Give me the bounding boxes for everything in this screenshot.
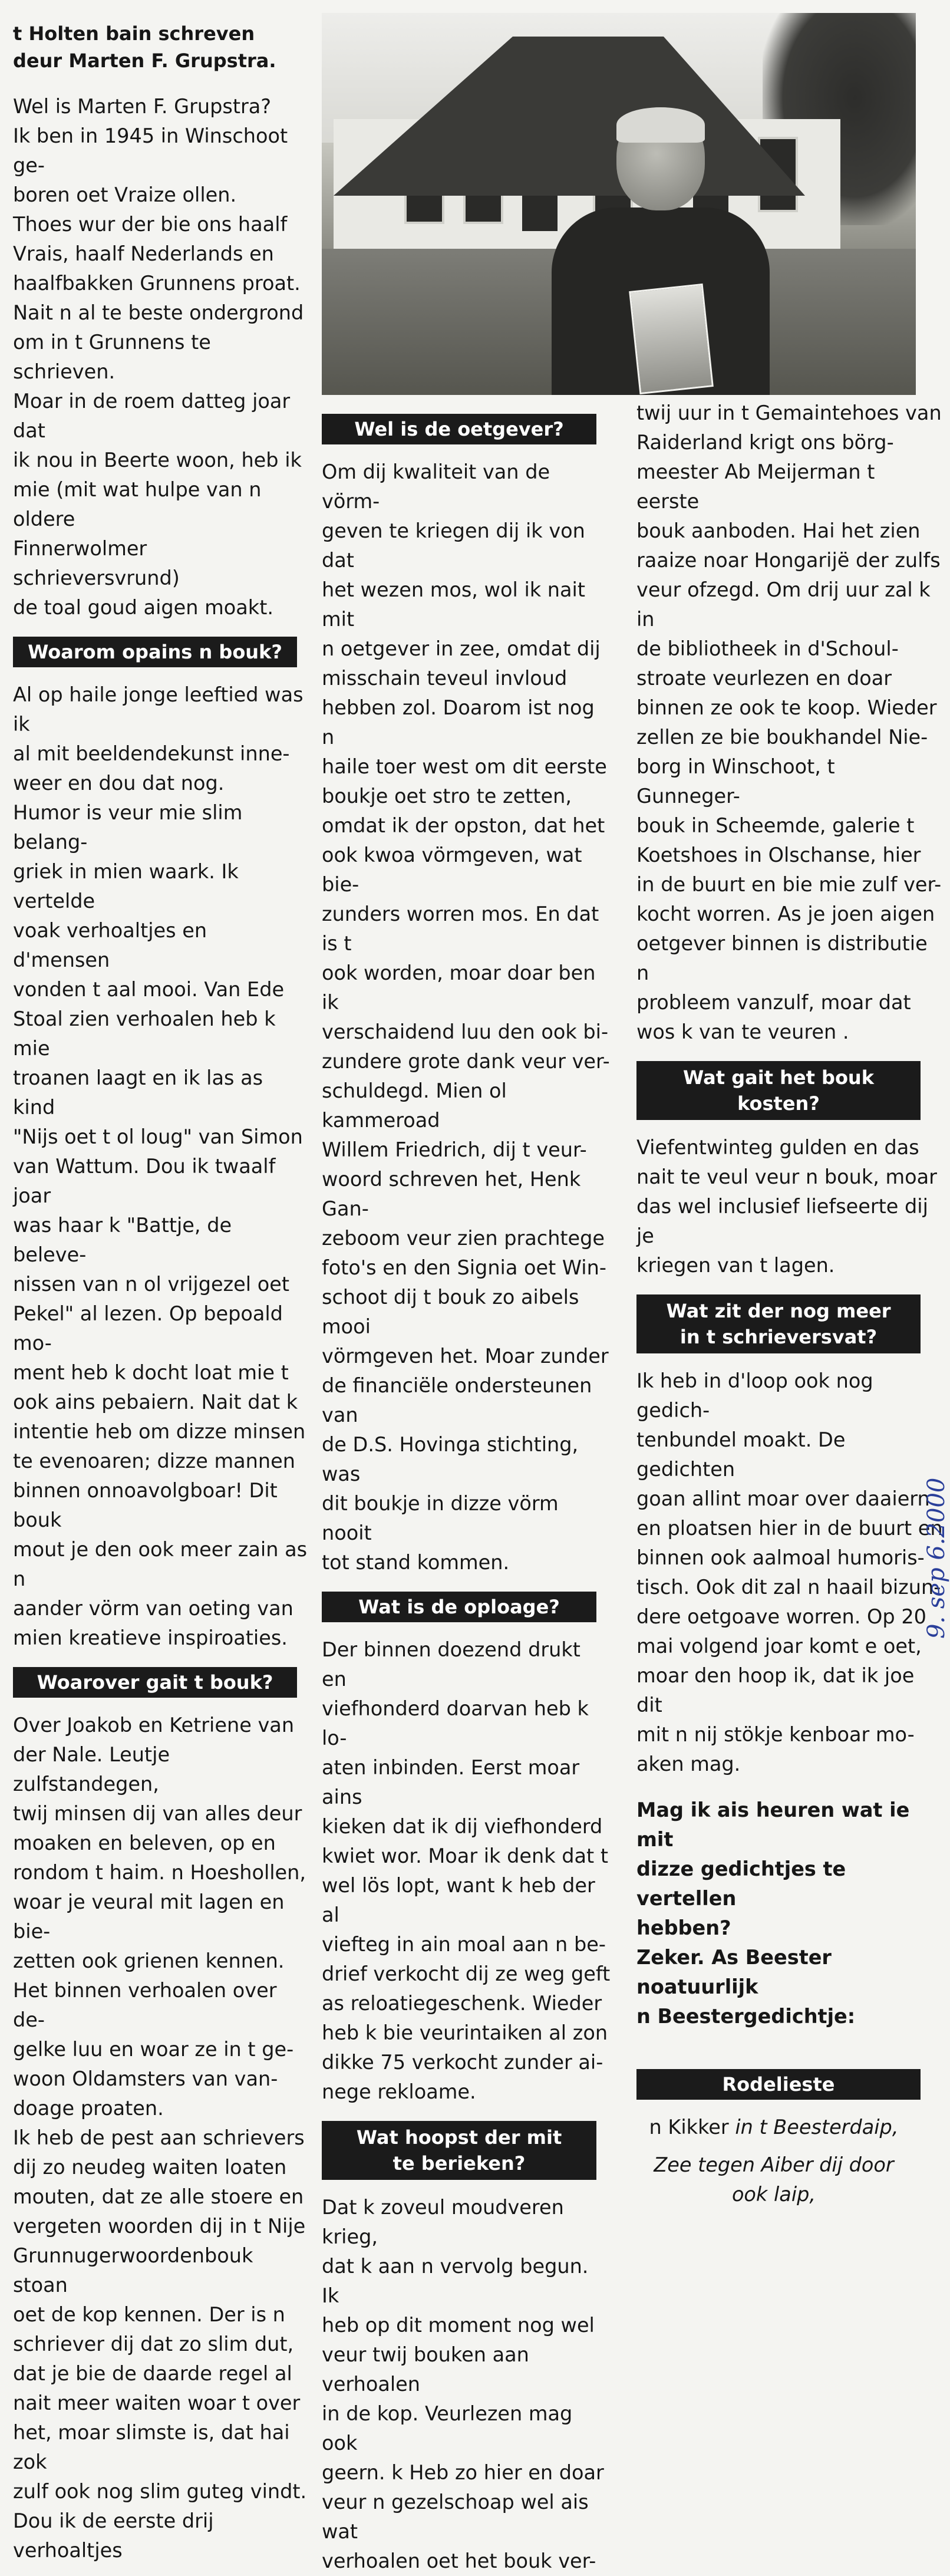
text-line: Dou ik de eerste drij verhoaltjes [13, 2509, 214, 2562]
poem-line: Zee tegen Aiber dij door [654, 2153, 894, 2176]
text-line: Stoal zien verhoalen heb k mie [13, 1007, 276, 1060]
text-line: binnen onnoavolgboar! Dit bouk [13, 1479, 278, 1531]
text-line: de D.S. Hovinga stichting, was [322, 1433, 579, 1485]
text-line: het, moar slimste is, dat hai zok [13, 2421, 290, 2473]
text-line: veur n gezelschoap wel ais wat [322, 2491, 589, 2543]
text-line: dikke 75 verkocht zunder ai- [322, 2051, 603, 2074]
text-line: oetgever binnen is distributie n [636, 932, 928, 984]
question-text [636, 1796, 943, 2031]
text-line: mouten, dat ze alle stoere en [13, 2185, 304, 2208]
text-line: dere oetgoave worren. Op 20 [636, 1605, 926, 1628]
text-line: in de buurt en bie mie zulf ver- [636, 873, 942, 896]
text-line: haalfbakken Grunnens proat. [13, 272, 301, 295]
column-3 [636, 398, 943, 2209]
text-line: "Nijs oet t ol loug" van Simon [13, 1125, 303, 1148]
text-line: Raiderland krigt ons börg- [636, 431, 894, 454]
text-line: ment heb k docht loat mie t [13, 1361, 289, 1384]
text-line: Mag ik ais heuren wat ie mit [636, 1798, 910, 1851]
text-line: te evenoaren; dizze mannen [13, 1450, 295, 1473]
text-line: ook worden, moar doar ben ik [322, 961, 596, 1014]
text-line: aten inbinden. Eerst moar ains [322, 1756, 580, 1809]
text-line: de bibliotheek in d'Schoul- [636, 637, 899, 660]
poem [636, 2113, 911, 2209]
text-line: kieken dat ik dij viefhonderd [322, 1815, 603, 1838]
text-line: Finnerwolmer schrieversvrund) [13, 537, 180, 589]
text-line: dat k aan n vervolg begun. Ik [322, 2255, 589, 2307]
text-line: het wezen mos, wol ik nait mit [322, 578, 585, 631]
heading-print-run: Wat is de oploage? [322, 1592, 596, 1622]
heading-about-book: Woarover gait t bouk? [13, 1667, 297, 1698]
more-text [636, 1366, 943, 1779]
text-line: oet de kop kennen. Der is n [13, 2303, 285, 2326]
text-line: de financiële ondersteunen van [322, 1374, 592, 1427]
text-line: Willem Friedrich, dij t veur- [322, 1138, 587, 1161]
text-line: twij uur in t Gemaintehoes van [636, 401, 942, 424]
text-line: moaken en beleven, op en [13, 1831, 276, 1854]
text-line: boukje oet stro te zetten, [322, 785, 572, 808]
text-line: mai volgend joar komt e oet, [636, 1635, 922, 1658]
text-line: Thoes wur der bie ons haalf [13, 213, 288, 236]
text-line: Moar in de roem datteg joar dat [13, 390, 291, 442]
text-line: haile toer west om dit eerste [322, 755, 607, 778]
text-line: binnen ook aalmoal humoris- [636, 1546, 925, 1569]
text-line: Ik ben in 1945 in Winschoot ge- [13, 124, 288, 177]
text-line: kwiet wor. Moar ik denk dat t [322, 1844, 608, 1867]
text-line: woord schreven het, Henk Gan- [322, 1168, 581, 1220]
text-line: kocht worren. As je joen aigen [636, 902, 935, 925]
text-line: as reloatiegeschenk. Wieder [322, 1992, 602, 2015]
text-line: rondom t haim. n Hoeshollen, [13, 1861, 306, 1884]
text-line: dij zo neudeg waiten loaten [13, 2156, 287, 2179]
text-line: was haar k "Battje, de beleve- [13, 1214, 232, 1266]
photo-author-farmhouse [322, 13, 916, 395]
text-line: woar je veural mit lagen en bie- [13, 1890, 285, 1943]
text-line: de toal goud aigen moakt. [13, 596, 273, 619]
intro-text [13, 92, 308, 622]
poem-line: ook laip, [731, 2183, 816, 2206]
text-line: boren oet Vraize ollen. [13, 183, 237, 206]
text-line: viefteg in ain moal aan n be- [322, 1933, 606, 1956]
text-line: verschaidend luu den ook bi- [322, 1020, 609, 1043]
text-line: mien kreatieve inspiroaties. [13, 1626, 288, 1649]
held-book-photo [629, 284, 714, 394]
text-line: mie (mit wat hulpe van n oldere [13, 478, 262, 531]
text-line: hebben zol. Doarom ist nog n [322, 696, 595, 749]
text-line: der Nale. Leutje zulfstandegen, [13, 1743, 170, 1796]
text-line: Ik heb in d'loop ook nog gedich- [636, 1369, 873, 1422]
column-2 [322, 398, 611, 2576]
continued-text [636, 398, 943, 1047]
text-line: bouk aanboden. Hai het zien [636, 519, 921, 542]
column-1 [13, 0, 308, 2565]
text-line: schriever dij dat zo slim dut, [13, 2333, 294, 2356]
text-line: vergeten woorden dij in t Nije [13, 2215, 306, 2238]
text-line: in de kop. Veurlezen mag ook [322, 2402, 573, 2455]
text-line: wel lös lopt, want k heb der al [322, 1874, 595, 1926]
text-line: schuldegd. Mien ol kammeroad [322, 1079, 507, 1132]
byline-line: t Holten bain schreven [13, 22, 255, 45]
text-line: ook ains pebaiern. Nait dat k [13, 1391, 298, 1414]
text-line: tenbundel moakt. De gedichten [636, 1428, 846, 1481]
text-line: misschain teveul invloud [322, 667, 568, 690]
handwritten-date-note: 9. sep 6.2000 [923, 1477, 950, 1639]
text-line: foto's en den Signia oet Win- [322, 1256, 606, 1279]
cost-text [636, 1133, 943, 1280]
text-line: voak verhoaltjes en d'mensen [13, 919, 207, 971]
text-line: binnen ze ook te koop. Wieder [636, 696, 937, 719]
heading-hope: Wat hoopst der mit te berieken? [322, 2121, 596, 2180]
text-line: Koetshoes in Olschanse, hier [636, 844, 921, 867]
text-line: schoot dij t bouk zo aibels mooi [322, 1286, 579, 1338]
hope-text [322, 2193, 611, 2576]
text-line: dizze gedichtjes te vertellen [636, 1857, 846, 1910]
text-line: vonden t aal mooi. Van Ede [13, 978, 285, 1001]
text-line: troanen laagt en ik las as kind [13, 1066, 263, 1119]
print-run-text [322, 1635, 611, 2107]
why-book-text [13, 680, 308, 1653]
text-line: Om dij kwaliteit van de vörm- [322, 460, 550, 513]
text-line: moar den hoop ik, dat ik joe dit [636, 1664, 915, 1717]
text-line: bouk in Scheemde, galerie t [636, 814, 915, 837]
text-line: Nait n al te beste ondergrond [13, 301, 304, 324]
byline-line: deur Marten F. Grupstra. [13, 50, 276, 72]
text-line: Wel is Marten F. Grupstra? [13, 95, 272, 118]
text-line: woon Oldamsters van van- [13, 2067, 278, 2090]
text-line: vörmgeven het. Moar zunder [322, 1345, 609, 1368]
text-line: stroate veurlezen en doar [636, 667, 892, 690]
text-line: nege rekloame. [322, 2080, 476, 2103]
text-line: griek in mien waark. Ik vertelde [13, 860, 239, 913]
text-line: aken mag. [636, 1753, 741, 1775]
text-line: nait meer waiten woar t over [13, 2391, 301, 2414]
text-line: intentie heb om dizze minsen [13, 1420, 306, 1443]
text-line: en ploatsen hier in de buurt en [636, 1517, 943, 1540]
heading-poem: Rodelieste [636, 2069, 921, 2100]
text-line: Ik heb de pest aan schrievers [13, 2126, 305, 2149]
text-line: n oetgever in zee, omdat dij [322, 637, 601, 660]
text-line: dat je bie de daarde regel al [13, 2362, 292, 2385]
text-line: goan allint moar over daaiern [636, 1487, 930, 1510]
text-line: wos k van te veuren . [636, 1020, 849, 1043]
text-line: veur twij bouken aan verhoalen [322, 2343, 529, 2396]
text-line: tisch. Ook dit zal n haail bizun- [636, 1576, 941, 1599]
text-line: omdat ik der opston, dat het [322, 814, 605, 837]
text-line: al mit beeldendekunst inne- [13, 742, 290, 765]
text-line: doage proaten. [13, 2097, 164, 2120]
text-line: probleem vanzulf, moar dat [636, 991, 911, 1014]
text-line: Zeker. As Beester noatuurlijk [636, 1946, 832, 1998]
text-line: Dat k zoveul moudveren krieg, [322, 2196, 564, 2248]
text-line: Over Joakob en Ketriene van [13, 1714, 295, 1737]
text-line: zellen ze bie boukhandel Nie- [636, 726, 928, 749]
heading-publisher: Wel is de oetgever? [322, 414, 596, 444]
text-line: weer en dou dat nog. [13, 772, 225, 795]
text-line: geven te kriegen dij ik von dat [322, 519, 585, 572]
text-line: Pekel" al lezen. Op bepoald mo- [13, 1302, 283, 1355]
text-line: aander vörm van oeting van [13, 1597, 293, 1620]
text-line: van Wattum. Dou ik twaalf joar [13, 1155, 276, 1207]
text-line: verhoalen oet het bouk ver- [322, 2549, 596, 2572]
text-line: Viefentwinteg gulden en das [636, 1136, 919, 1159]
byline [13, 20, 308, 74]
text-line: Vrais, haalf Nederlands en [13, 242, 274, 265]
text-line: Grunnugerwoordenbouk stoan [13, 2244, 253, 2297]
text-line: zulf ook nog slim guteg vindt. [13, 2480, 307, 2503]
text-line: veur ofzegd. Om drij uur zal k in [636, 578, 931, 631]
text-line: nait te veul veur n bouk, moar [636, 1165, 937, 1188]
text-line: ik nou in Beerte woon, heb ik [13, 449, 302, 472]
text-line: borg in Winschoot, t Gunneger- [636, 755, 835, 808]
heading-why-book: Woarom opains n bouk? [13, 637, 297, 667]
text-line: Al op haile jonge leeftied was ik [13, 683, 304, 736]
text-line: hebben? [636, 1916, 731, 1939]
text-line: heb k bie veurintaiken al zon [322, 2021, 608, 2044]
text-line: heb op dit moment nog wel [322, 2314, 595, 2337]
text-line: dit boukje in dizze vörm nooit [322, 1492, 559, 1544]
author-portrait [552, 107, 770, 395]
text-line: geern. k Heb zo hier en doar [322, 2461, 604, 2484]
text-line: das wel inclusief liefseerte dij je [636, 1195, 928, 1247]
poem-line: n Kikker in t Beesterdaip, [649, 2116, 899, 2139]
text-line: Humor is veur mie slim belang- [13, 801, 243, 854]
text-line: viefhonderd doarvan heb k lo- [322, 1697, 589, 1750]
text-line: tot stand kommen. [322, 1551, 510, 1574]
text-line: Het binnen verhoalen over de- [13, 1979, 277, 2031]
text-line: mit n nij stökje kenboar mo- [636, 1723, 915, 1746]
text-line: gelke luu en woar ze in t ge- [13, 2038, 294, 2061]
text-line: Der binnen doezend drukt en [322, 1638, 580, 1691]
about-book-text [13, 1711, 308, 2565]
text-line: zeboom veur zien prachtege [322, 1227, 605, 1250]
text-line: zunders worren mos. En dat is t [322, 902, 599, 955]
heading-cost: Wat gait het bouk kosten? [636, 1061, 921, 1120]
text-line: om in t Grunnens te schrieven. [13, 331, 211, 383]
text-line: meester Ab Meijerman t eerste [636, 460, 875, 513]
text-line: drief verkocht dij ze weg geft [322, 1962, 611, 1985]
publisher-text [322, 457, 611, 1577]
text-line: mout je den ook meer zain as n [13, 1538, 308, 1590]
text-line: kriegen van t lagen. [636, 1254, 835, 1277]
text-line: nissen van n ol vrijgezel oet [13, 1273, 289, 1296]
text-line: twij minsen dij van alles deur [13, 1802, 302, 1825]
text-line: zundere grote dank veur ver- [322, 1050, 610, 1073]
text-line: zetten ook grienen kennen. [13, 1949, 285, 1972]
text-line: raaize noar Hongarijë der zulfs [636, 549, 941, 572]
heading-more: Wat zit der nog meer in t schrieversvat? [636, 1294, 921, 1353]
text-line: ook kwoa vörmgeven, wat bie- [322, 844, 582, 896]
text-line: n Beestergedichtje: [636, 2005, 856, 2028]
